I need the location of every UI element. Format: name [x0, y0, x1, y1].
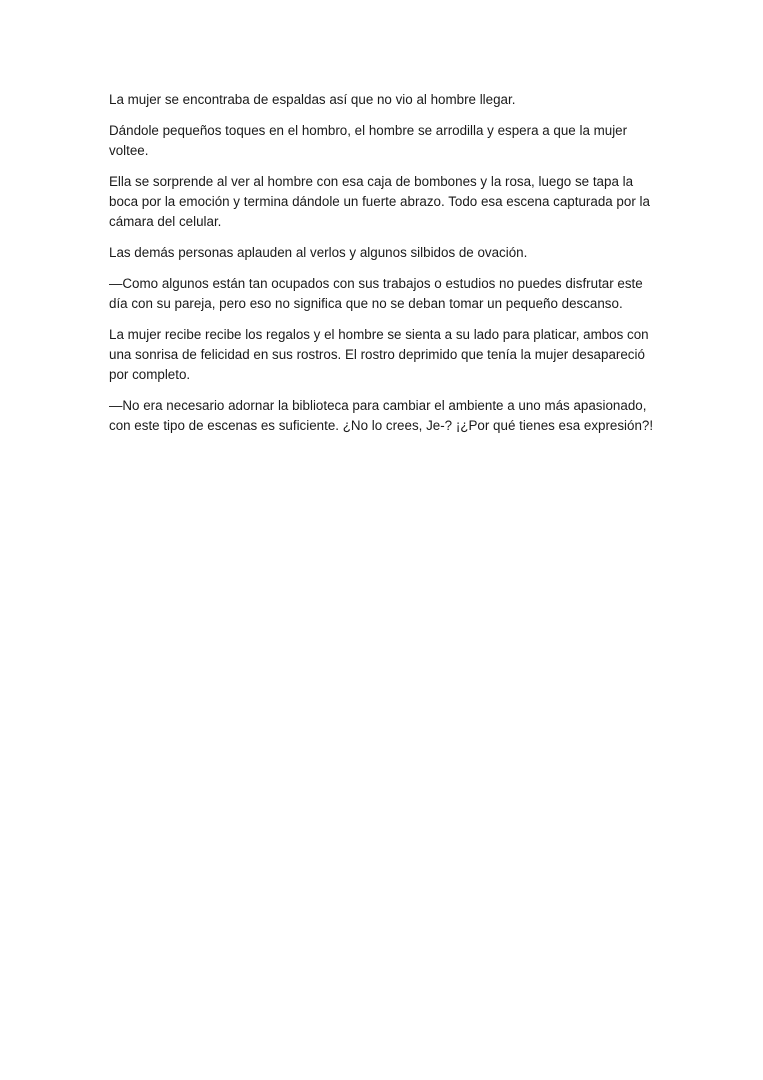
paragraph: La mujer se encontraba de espaldas así que no vio al hombre llegar. — [109, 92, 516, 107]
document-body — [109, 90, 659, 447]
paragraph: —Como algunos están tan ocupados con sus trabajos o estudios no puedes disfrutar este día con su pareja, pero eso no significa que no se deban tomar un pequeño descanso. — [109, 276, 643, 311]
paragraph: Las demás personas aplauden al verlos y algunos silbidos de ovación. — [109, 245, 528, 260]
paragraph: Dándole pequeños toques en el hombro, el hombre se arrodilla y espera a que la mujer voltee. — [109, 123, 628, 158]
paragraph: —No era necesario adornar la biblioteca para cambiar el ambiente a uno más apasionado, con este tipo de escenas es suficiente. ¿No lo crees, Je-? ¡¿Por qué tienes esa expresión?! — [109, 398, 654, 433]
paragraph: Ella se sorprende al ver al hombre con esa caja de bombones y la rosa, luego se tapa la boca por la emoción y termina dándole un fuerte abrazo. Todo esa escena capturada por la cámara del celular. — [109, 174, 650, 229]
paragraph: La mujer recibe recibe los regalos y el hombre se sienta a su lado para platicar, ambos con una sonrisa de felicidad en sus rostros. El rostro deprimido que tenía la mujer desapareció por completo. — [109, 327, 649, 382]
